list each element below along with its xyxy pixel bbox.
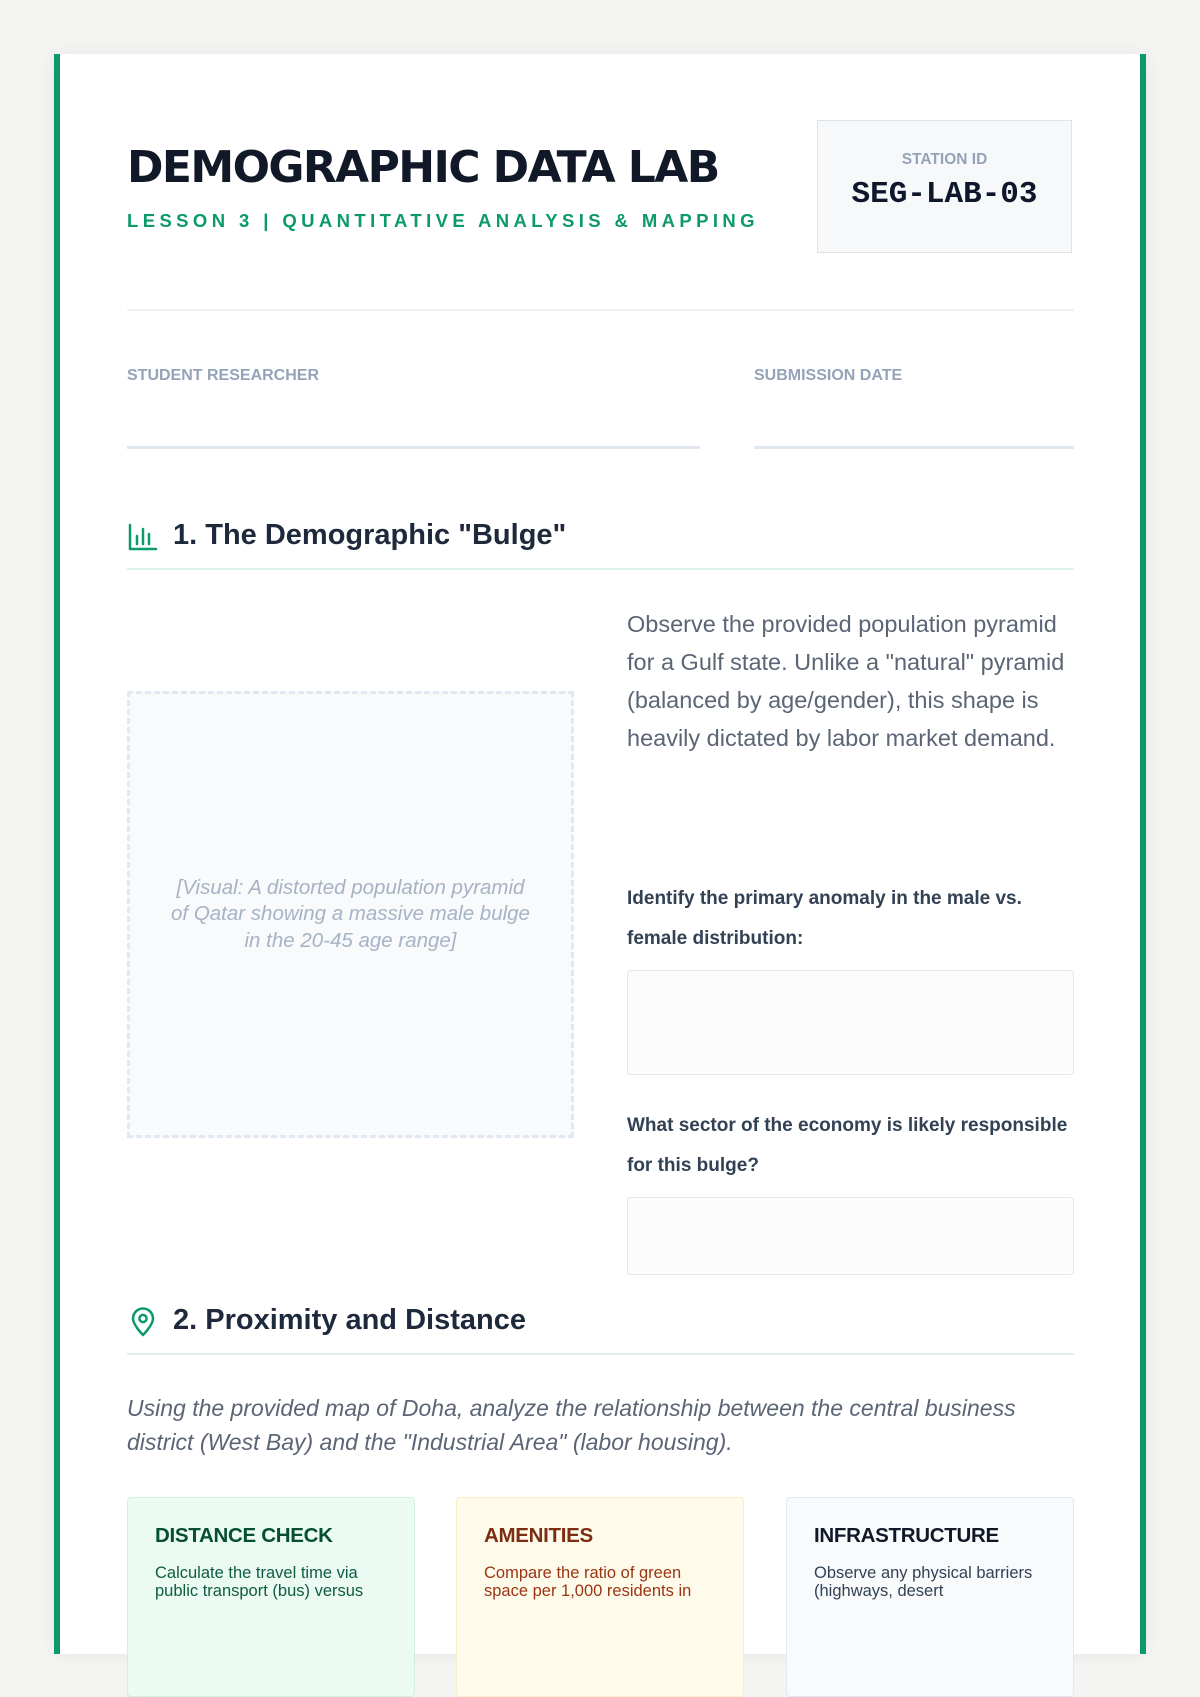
question-1-answer-box[interactable]	[627, 970, 1074, 1075]
card-text: Observe any physical barriers (highways, desert	[814, 1564, 1033, 1600]
infrastructure-card	[786, 1497, 1074, 1697]
bar-chart-icon	[127, 521, 159, 553]
section-2-title: 2. Proximity and Distance	[173, 1304, 526, 1336]
amenities-card	[456, 1497, 744, 1697]
card-title: AMENITIES	[484, 1524, 593, 1547]
question-1-label: Identify the primary anomaly in the male vs. female distribution:	[627, 888, 1022, 949]
population-pyramid-placeholder	[127, 691, 574, 1138]
card-text: Calculate the travel time via public transport (bus) versus	[155, 1564, 364, 1600]
visual-placeholder-caption: [Visual: A distorted population pyramid of Qatar showing a massive male bulge in the 20-45 age range]	[171, 875, 530, 952]
section-2-intro: Using the provided map of Doha, analyze the relationship between the central business district (West Bay) and the "Industrial Area" (labor housing).	[127, 1395, 1016, 1455]
section-2-header	[127, 1293, 1074, 1355]
lesson-subtitle: LESSON 3 | QUANTITATIVE ANALYSIS & MAPPING	[127, 210, 759, 231]
section-1-intro: Observe the provided population pyramid for a Gulf state. Unlike a "natural" pyramid (balanced by age/gender), this shape is heavily dictated by labor market demand.	[627, 611, 1065, 751]
section-1-header	[127, 508, 1074, 570]
card-title: DISTANCE CHECK	[155, 1524, 333, 1547]
card-title: INFRASTRUCTURE	[814, 1524, 999, 1547]
card-text: Compare the ratio of green space per 1,000 residents in	[484, 1564, 692, 1600]
distance-check-card	[127, 1497, 415, 1697]
worksheet-page	[54, 54, 1146, 1654]
map-pin-icon	[127, 1306, 159, 1338]
question-2-label: What sector of the economy is likely responsible for this bulge?	[627, 1115, 1068, 1176]
header-divider	[127, 309, 1074, 311]
station-id-box	[817, 120, 1072, 253]
station-id-label: STATION ID	[901, 151, 988, 168]
submission-date-field[interactable]	[754, 446, 1074, 449]
question-2-answer-box[interactable]	[627, 1197, 1074, 1275]
station-id-value: SEG-LAB-03	[851, 177, 1038, 212]
student-researcher-label: STUDENT RESEARCHER	[127, 367, 320, 384]
submission-date-label: SUBMISSION DATE	[754, 367, 903, 384]
page-title: DEMOGRAPHIC DATA LAB	[127, 142, 719, 193]
section-1-title: 1. The Demographic "Bulge"	[173, 519, 567, 551]
student-researcher-field[interactable]	[127, 446, 700, 449]
